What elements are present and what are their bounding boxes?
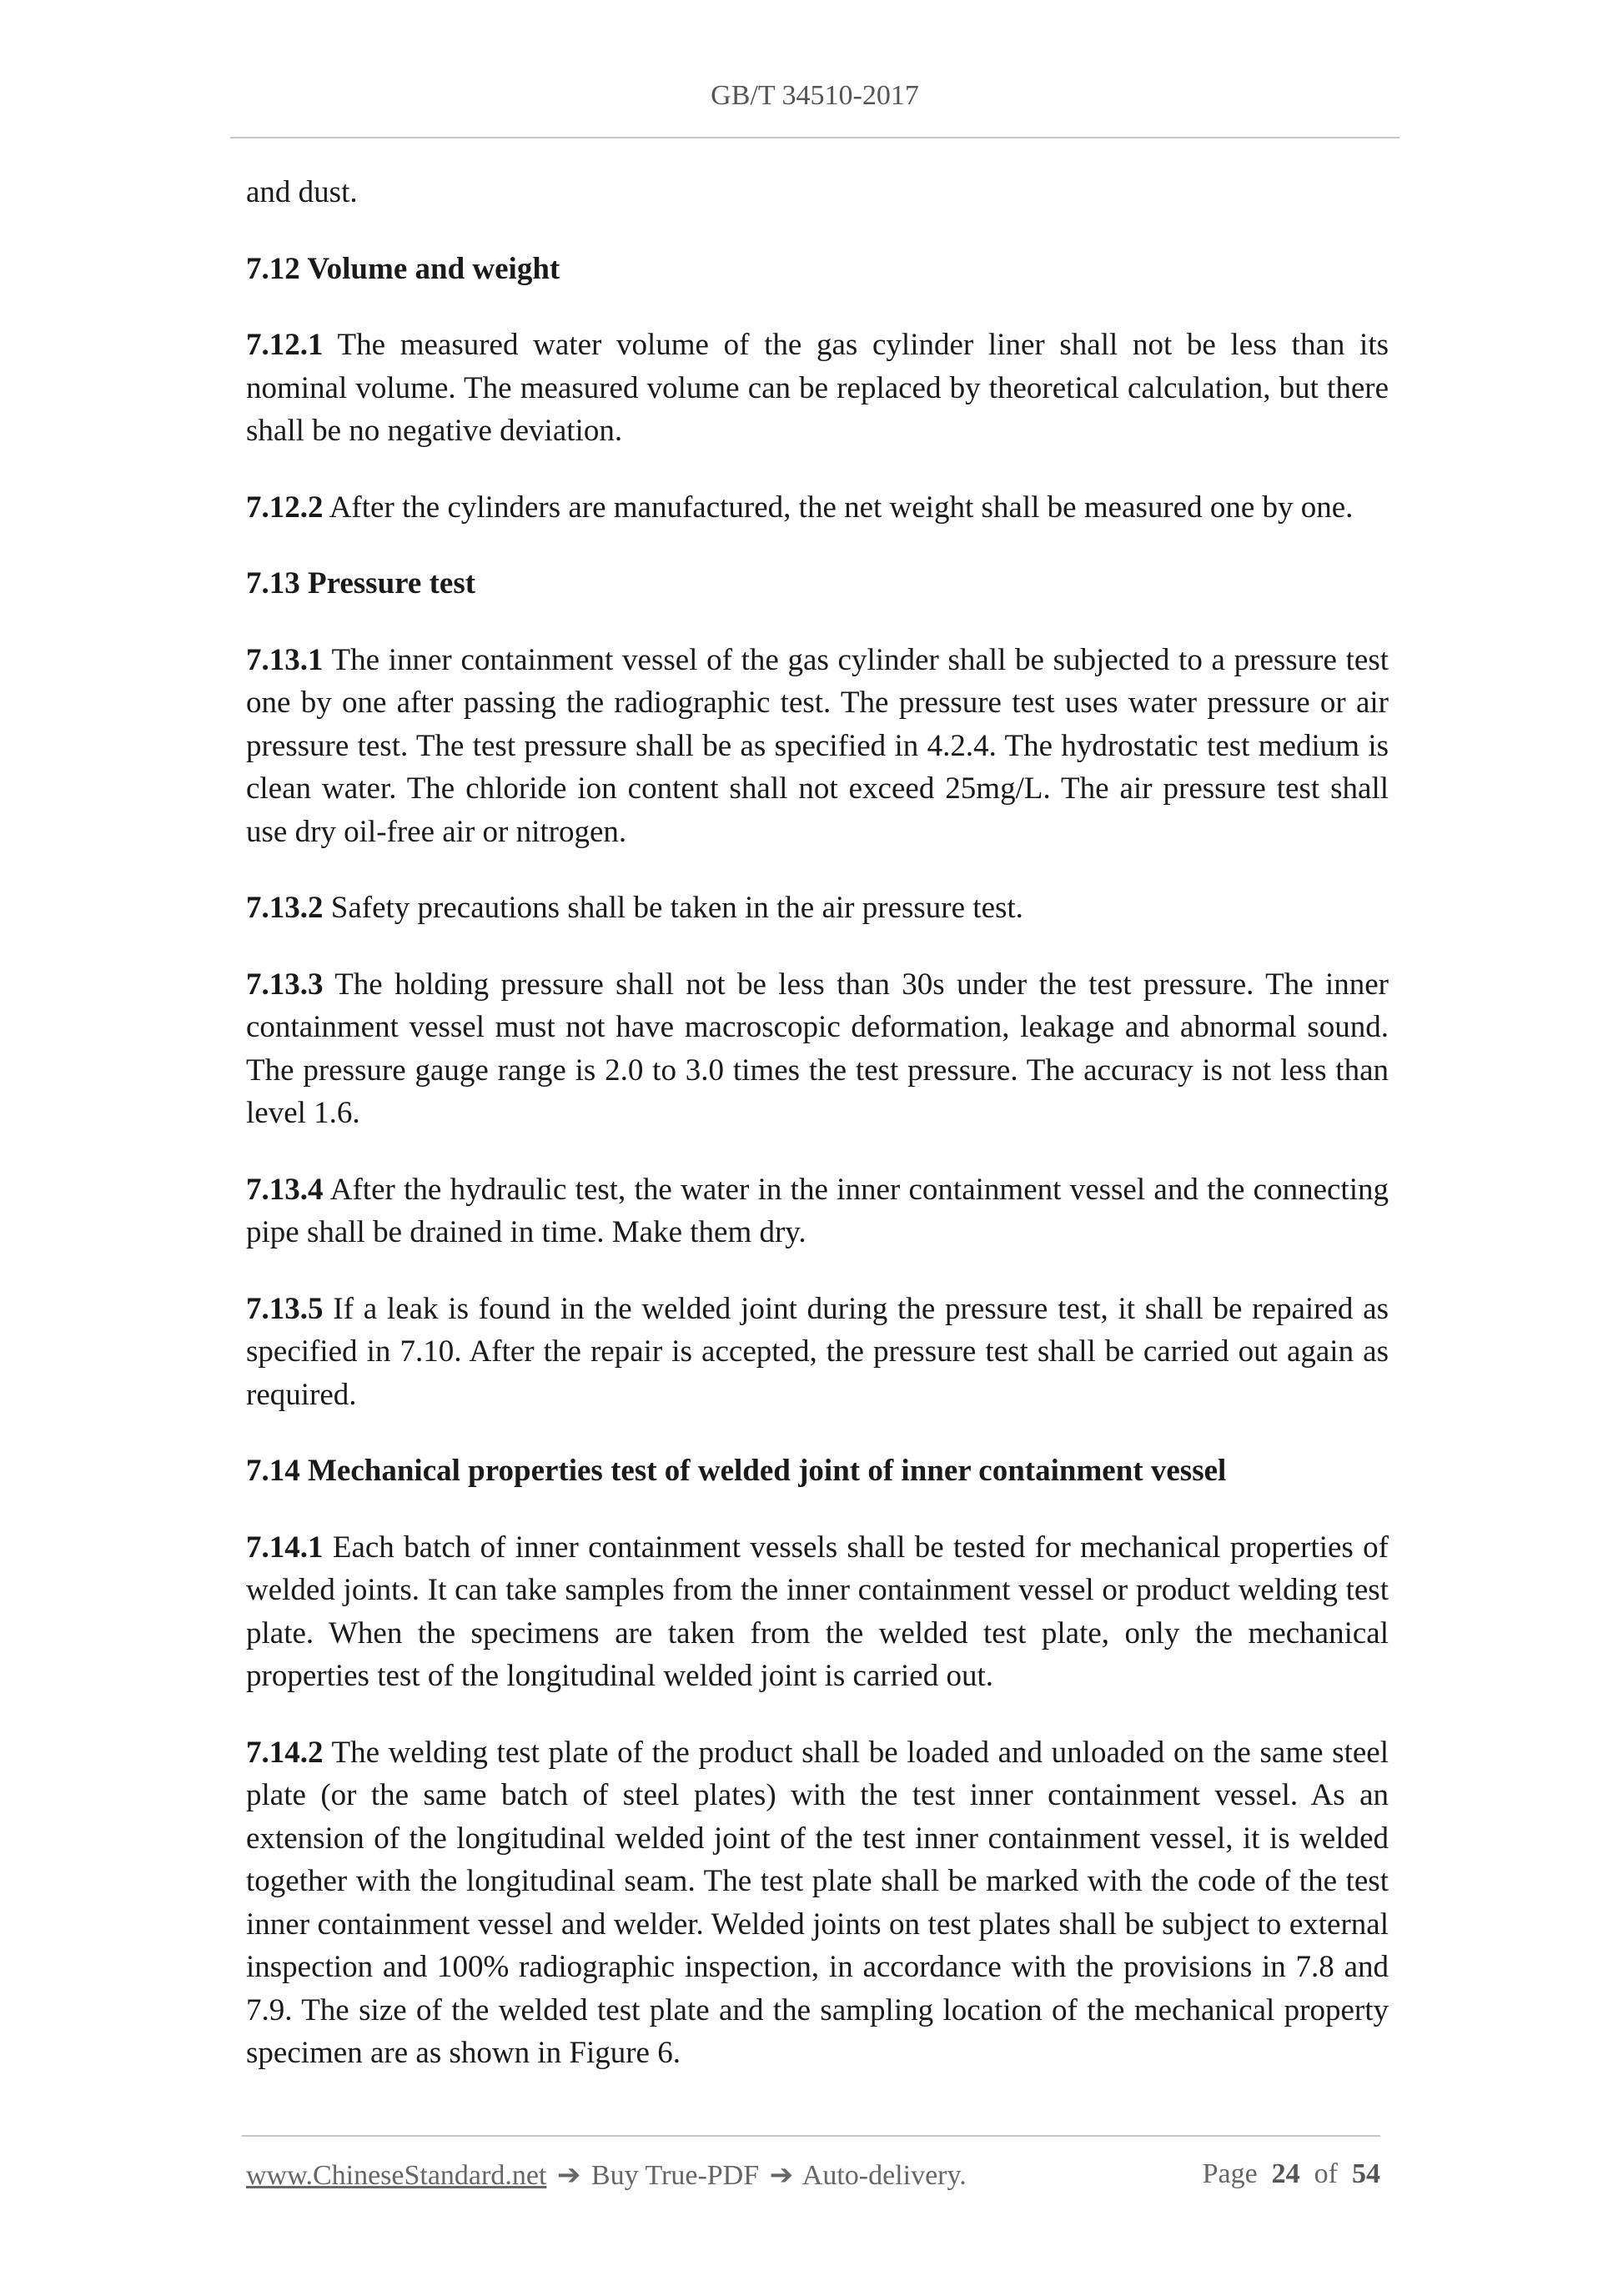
clause-7-13-2 (246, 887, 1389, 930)
page-indicator (1203, 2158, 1380, 2190)
standard-code: GB/T 34510-2017 (711, 80, 919, 111)
current-page-number: 24 (1271, 2158, 1300, 2189)
document-header (230, 80, 1399, 112)
website-link[interactable]: www.ChineseStandard.net (246, 2160, 547, 2191)
clause-number: 7.13.2 (246, 891, 324, 925)
delivery-text: Auto-delivery. (801, 2160, 967, 2191)
section-heading-7-12: 7.12 Volume and weight (246, 251, 560, 286)
clause-text: The inner containment vessel of the gas cylinder shall be subjected to a pressure test one by one after passing the radiographic test. The pressure test uses water pressure or air pressure test. The test pressure shall be as specified in 4.2.4. The hydrostatic test medium is clean water. The chloride ion content shall not exceed 25mg/L. The air pressure test shall use dry oil-free air or nitrogen. (246, 642, 1389, 849)
clause-number: 7.12.2 (246, 490, 324, 525)
clause-number: 7.14.1 (246, 1530, 324, 1565)
total-pages-number: 54 (1352, 2158, 1380, 2189)
page-label: Page (1202, 2158, 1258, 2189)
clause-number: 7.13.5 (246, 1291, 324, 1326)
clause-text: The welding test plate of the product shall be loaded and unloaded on the same steel plate (or the same batch of steel plates) with the test inner containment vessel. As an extension of the longitudinal welded joint of the test inner containment vessel, it is welded together with the longitudinal seam. The test plate shall be marked with the code of the test inner containment vessel and welder. Welded joints on test plates shall be subject to external inspection and 100% radiographic inspection, in accordance with the provisions in 7.8 and 7.9. The size of the welded test plate and the sampling location of the mechanical property specimen are as shown in Figure 6. (246, 1735, 1389, 2070)
clause-text: If a leak is found in the welded joint during the pressure test, it shall be repaired as specified in 7.10. After the repair is accepted, the pressure test shall be carried out again as required. (246, 1291, 1389, 1412)
clause-text: After the hydraulic test, the water in the inner containment vessel and the connecting pipe shall be drained in time. Make them dry. (246, 1172, 1389, 1249)
clause-text: After the cylinders are manufactured, the net weight shall be measured one by one. (323, 490, 1354, 525)
clause-text: The measured water volume of the gas cylinder liner shall not be less than its nominal volume. The measured volume can be replaced by theoretical calculation, but there shall be no negative deviation. (246, 328, 1389, 448)
arrow-right-icon: ➔ (556, 2160, 581, 2191)
clause-7-12-2 (246, 486, 1389, 530)
clause-7-13-5 (246, 1288, 1389, 1417)
clause-7-14-1 (246, 1526, 1389, 1698)
clause-7-12-1 (246, 324, 1389, 453)
footer-promo (246, 2158, 967, 2192)
clause-number: 7.12.1 (246, 328, 324, 362)
clause-text: Safety precautions shall be taken in the air pressure test. (323, 891, 1023, 925)
header-divider (230, 137, 1399, 138)
buy-text: Buy True-PDF (590, 2160, 760, 2191)
arrow-right-icon: ➔ (769, 2160, 794, 2191)
clause-text: Each batch of inner containment vessels shall be tested for mechanical properties of welded joints. It can take samples from the inner containment vessel or product welding test plate. When the specimens are taken from the welded test plate, only the mechanical properties test of the longitudinal welded joint is carried out. (246, 1530, 1389, 1693)
clause-text: The holding pressure shall not be less than 30s under the test pressure. The inner containment vessel must not have macroscopic deformation, leakage and abnormal sound. The pressure gauge range is 2.0 to 3.0 times the test pressure. The accuracy is not less than level 1.6. (246, 967, 1389, 1130)
clause-7-14-2 (246, 1731, 1389, 2075)
footer-divider (242, 2135, 1380, 2137)
clause-number: 7.13.4 (246, 1172, 324, 1207)
clause-7-13-1 (246, 639, 1389, 854)
clause-7-13-3 (246, 963, 1389, 1135)
paragraph-continuation: and dust. (246, 175, 358, 209)
section-heading-7-13: 7.13 Pressure test (246, 566, 476, 600)
section-heading-7-14: 7.14 Mechanical properties test of welded joint of inner containment vessel (246, 1454, 1227, 1488)
document-body (246, 171, 1389, 2108)
clause-number: 7.14.2 (246, 1735, 324, 1770)
clause-number: 7.13.1 (246, 642, 324, 677)
clause-7-13-4 (246, 1168, 1389, 1254)
of-label: of (1314, 2158, 1338, 2189)
clause-number: 7.13.3 (246, 967, 324, 1002)
